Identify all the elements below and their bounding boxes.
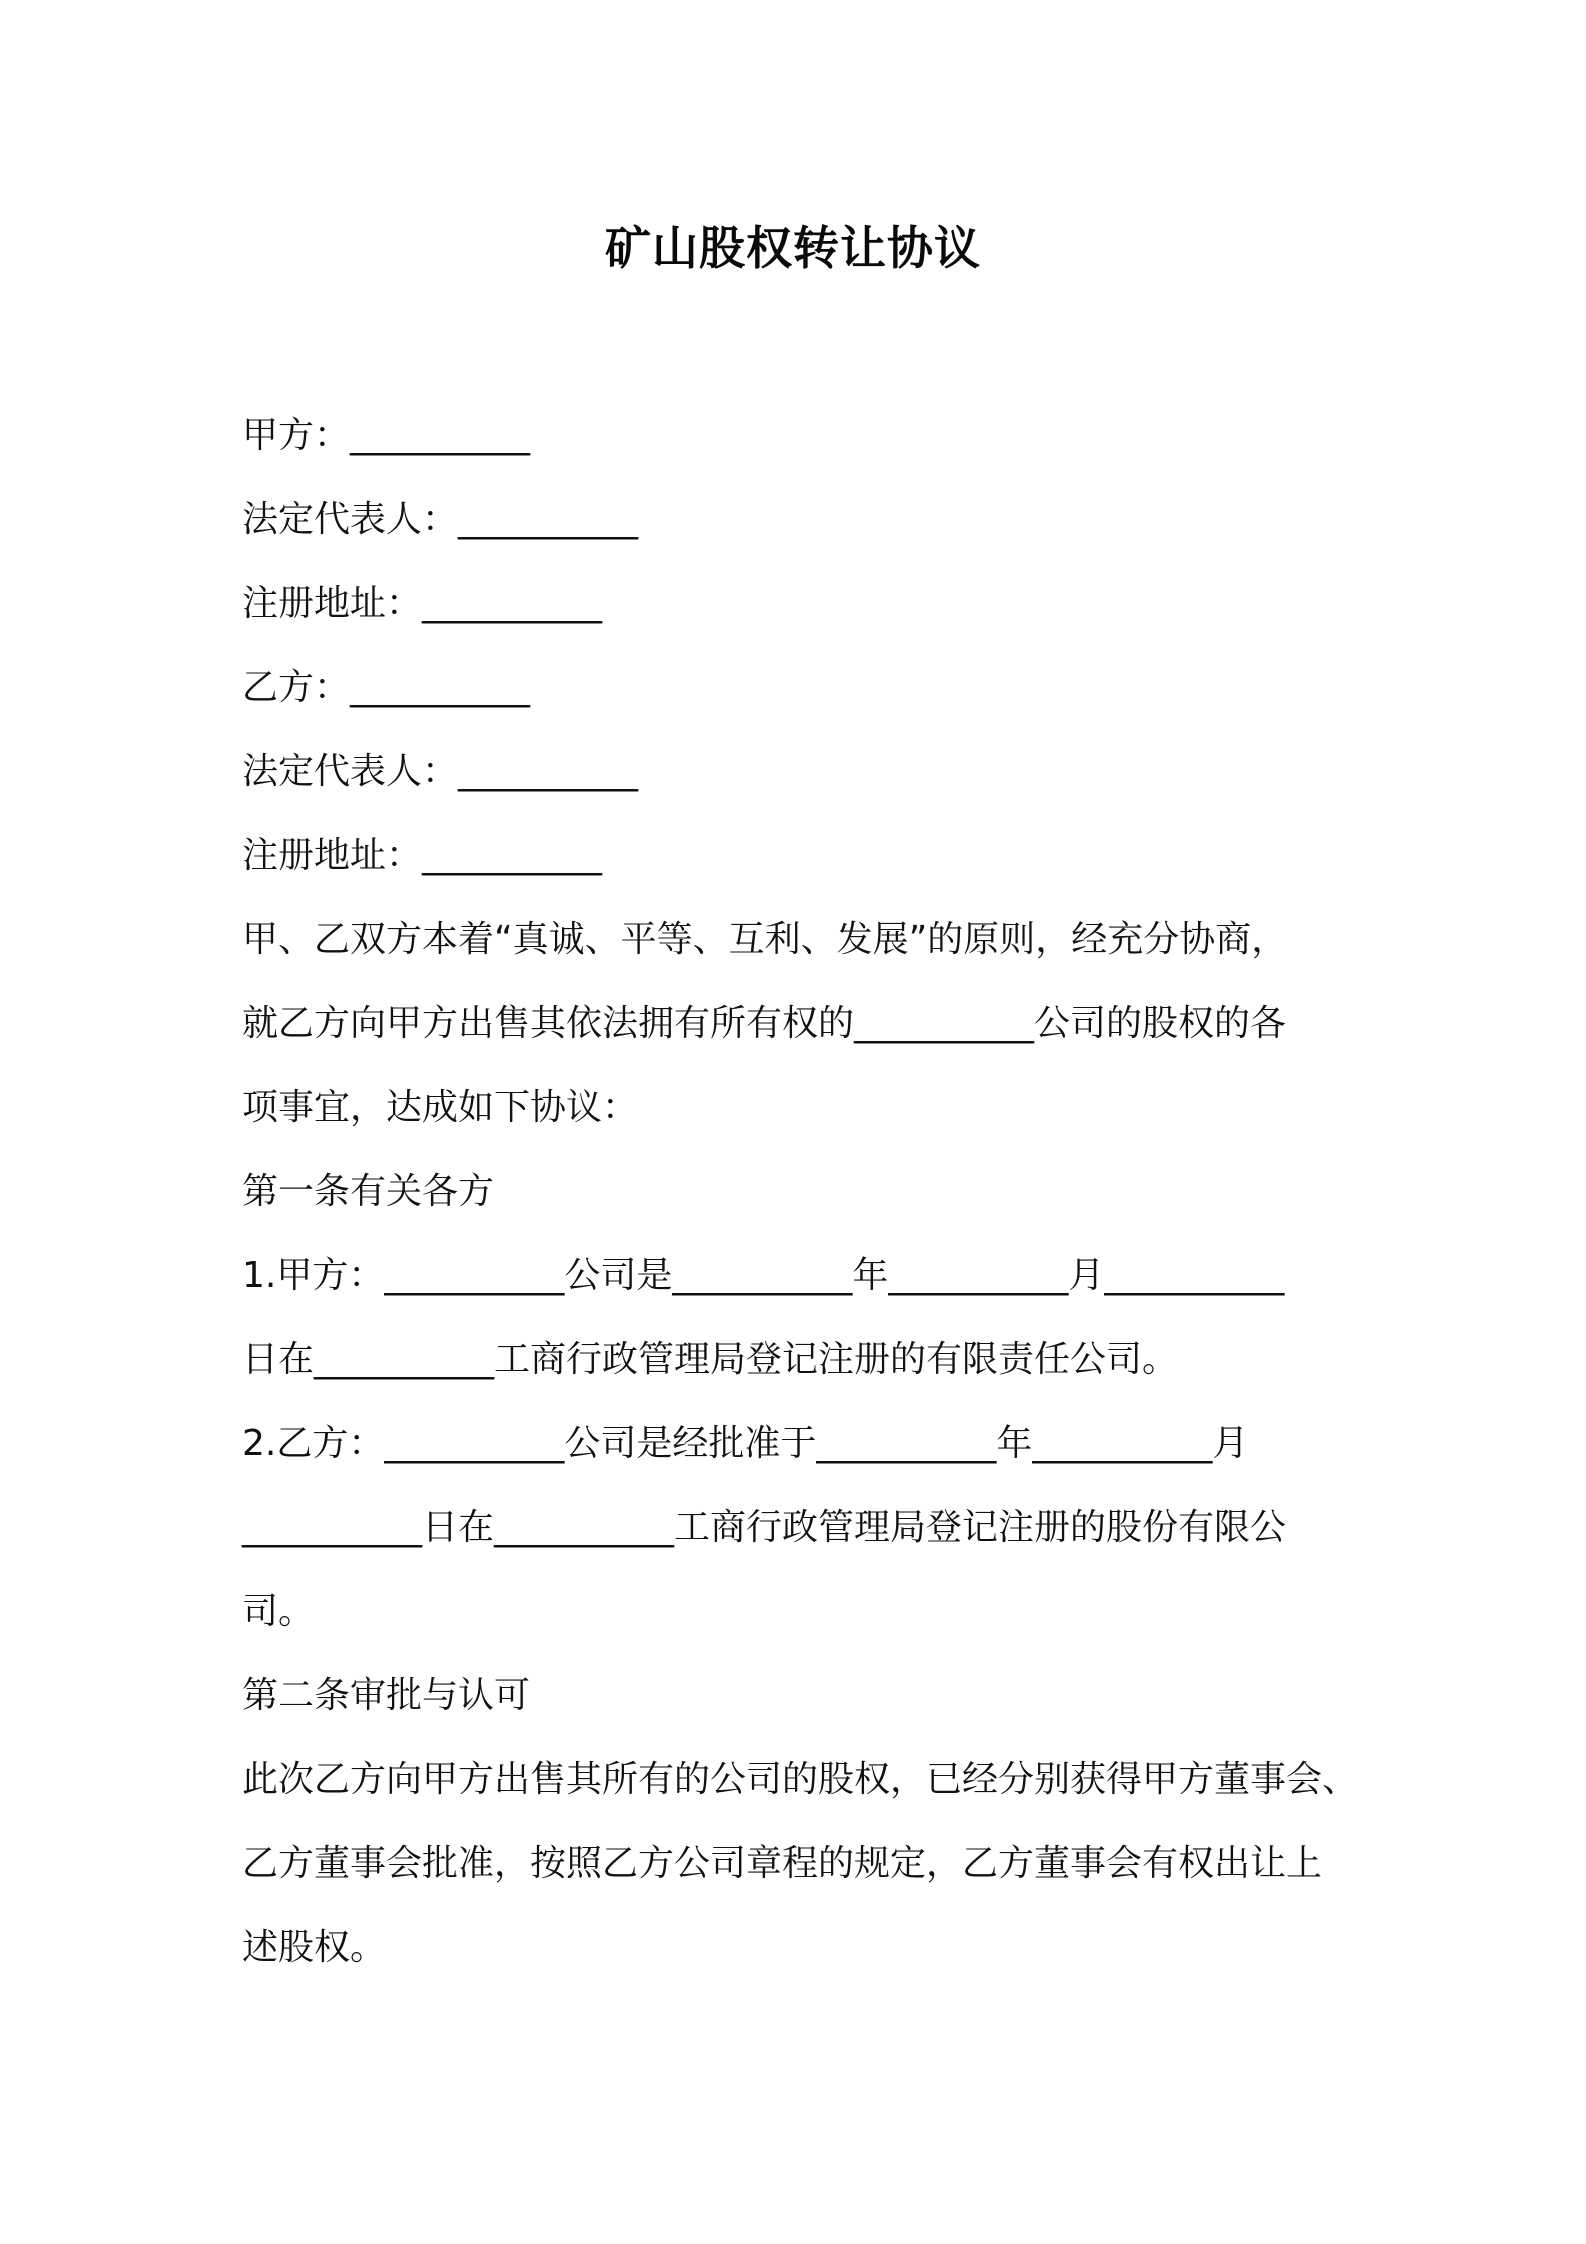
preamble-line-1: 甲、乙双方本着“真诚、平等、互利、发展”的原则，经充分协商，: [242, 919, 1288, 960]
article-2-heading: 第二条审批与认可: [242, 1675, 531, 1716]
article-2-text-line-3: 述股权。: [242, 1927, 387, 1968]
party-b-address-line: 注册地址：__________: [242, 835, 603, 876]
article-1-clause-2-line-1: 2.乙方：__________公司是经批准于__________年__________月: [242, 1423, 1249, 1464]
document-title: 矿山股权转让协议: [605, 221, 981, 275]
party-a-line: 甲方：__________: [242, 415, 531, 456]
preamble-line-3: 项事宜，达成如下协议：: [242, 1087, 639, 1128]
article-1-clause-1-line-2: 日在__________工商行政管理局登记注册的有限责任公司。: [242, 1339, 1179, 1380]
article-1-clause-1-line-1: 1.甲方：__________公司是__________年__________月__________: [242, 1255, 1285, 1296]
party-a-legal-rep-line: 法定代表人：__________: [242, 499, 639, 540]
party-b-legal-rep-line: 法定代表人：__________: [242, 751, 639, 792]
article-1-heading: 第一条有关各方: [242, 1171, 495, 1212]
article-1-clause-2-line-3: 司。: [242, 1591, 315, 1632]
party-b-line: 乙方：__________: [242, 667, 531, 708]
party-a-address-line: 注册地址：__________: [242, 583, 603, 624]
article-2-text-line-2: 乙方董事会批准，按照乙方公司章程的规定，乙方董事会有权出让上: [242, 1843, 1323, 1884]
preamble-line-2: 就乙方向甲方出售其依法拥有所有权的__________公司的股权的各: [242, 1003, 1287, 1044]
article-2-text-line-1: 此次乙方向甲方出售其所有的公司的股权，已经分别获得甲方董事会、: [242, 1759, 1359, 1800]
article-1-clause-2-line-2: __________日在__________工商行政管理局登记注册的股份有限公: [242, 1507, 1287, 1548]
